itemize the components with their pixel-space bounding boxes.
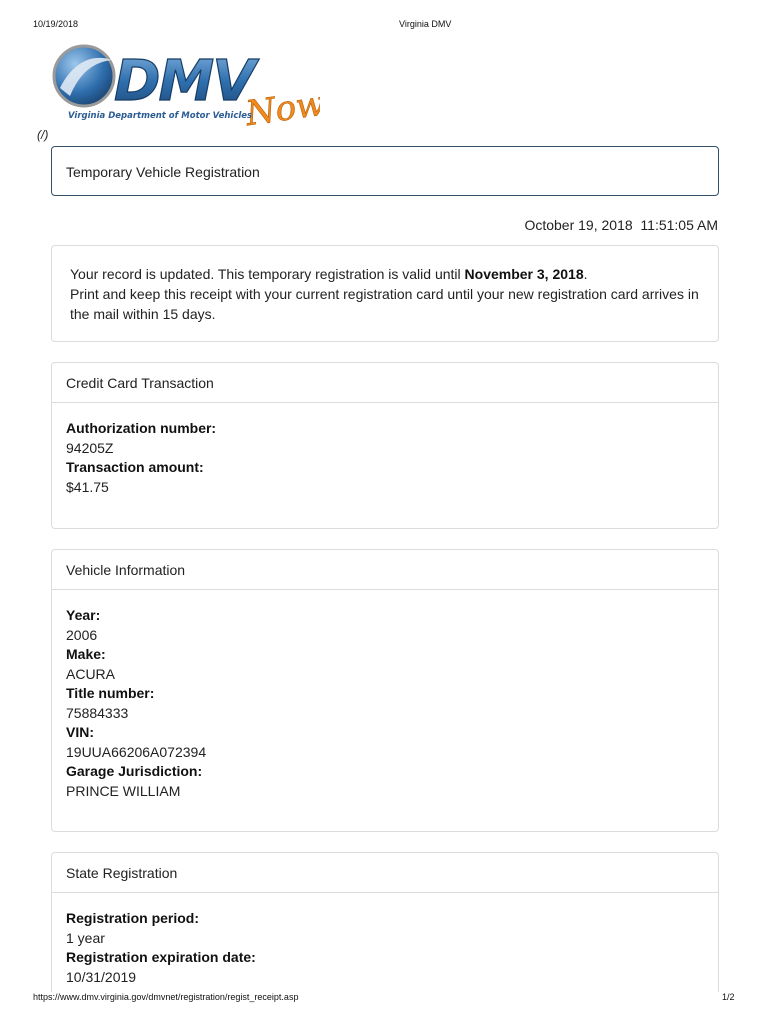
title-number-label: Title number: bbox=[66, 685, 155, 701]
notice-line2: Print and keep this receipt with your current registration card until your new registration card arrives in the mail within 15 days. bbox=[70, 286, 699, 322]
credit-card-panel bbox=[51, 362, 719, 529]
notice-line1-suffix: . bbox=[583, 266, 588, 282]
page-title: Temporary Vehicle Registration bbox=[51, 146, 719, 196]
make-value: ACURA bbox=[66, 665, 116, 682]
vehicle-info-heading: Vehicle Information bbox=[52, 550, 718, 590]
home-link[interactable]: (/) bbox=[37, 128, 49, 142]
print-header-date: 10/19/2018 bbox=[33, 19, 79, 29]
footer-page-number: 1/2 bbox=[722, 992, 735, 1002]
make-label: Make: bbox=[66, 646, 106, 662]
year-label: Year: bbox=[66, 607, 101, 623]
credit-card-heading: Credit Card Transaction bbox=[52, 363, 718, 403]
notice-panel bbox=[51, 245, 719, 342]
registration-period-label: Registration period: bbox=[66, 910, 200, 926]
logo-dmv-text: DMV bbox=[114, 49, 254, 114]
transaction-amount-label: Transaction amount: bbox=[66, 459, 204, 475]
timestamp: October 19, 2018 11:51:05 AM bbox=[524, 217, 718, 233]
registration-expiration-label: Registration expiration date: bbox=[66, 949, 256, 965]
garage-jurisdiction-label: Garage Jurisdiction: bbox=[66, 763, 203, 779]
vin-value: 19UUA66206A072394 bbox=[66, 743, 207, 760]
state-registration-body bbox=[52, 893, 718, 987]
notice-valid-until: November 3, 2018 bbox=[464, 266, 584, 282]
print-header-title: Virginia DMV bbox=[399, 19, 452, 29]
logo-tagline: Virginia Department of Motor Vehicles bbox=[68, 111, 253, 121]
title-number-value: 75884333 bbox=[66, 704, 129, 721]
registration-period-value: 1 year bbox=[66, 929, 105, 946]
dmv-logo-graphic bbox=[50, 38, 320, 130]
registration-expiration-value: 10/31/2019 bbox=[66, 968, 137, 985]
year-value: 2006 bbox=[66, 626, 98, 643]
logo-now-text: Now bbox=[243, 83, 320, 130]
vehicle-info-body bbox=[52, 590, 718, 801]
state-registration-heading: State Registration bbox=[52, 853, 718, 893]
transaction-amount-value: $41.75 bbox=[66, 478, 109, 495]
credit-card-body bbox=[52, 403, 718, 497]
authorization-number-label: Authorization number: bbox=[66, 420, 217, 436]
garage-jurisdiction-value: PRINCE WILLIAM bbox=[66, 782, 181, 799]
authorization-number-value: 94205Z bbox=[66, 439, 114, 456]
footer-url: https://www.dmv.virginia.gov/dmvnet/registration/regist_receipt.asp bbox=[33, 992, 299, 1002]
dmv-now-logo[interactable] bbox=[50, 38, 320, 130]
vehicle-info-panel bbox=[51, 549, 719, 832]
state-registration-panel bbox=[51, 852, 719, 992]
notice-line1-prefix: Your record is updated. This temporary registration is valid until bbox=[70, 266, 465, 282]
vin-label: VIN: bbox=[66, 724, 94, 740]
